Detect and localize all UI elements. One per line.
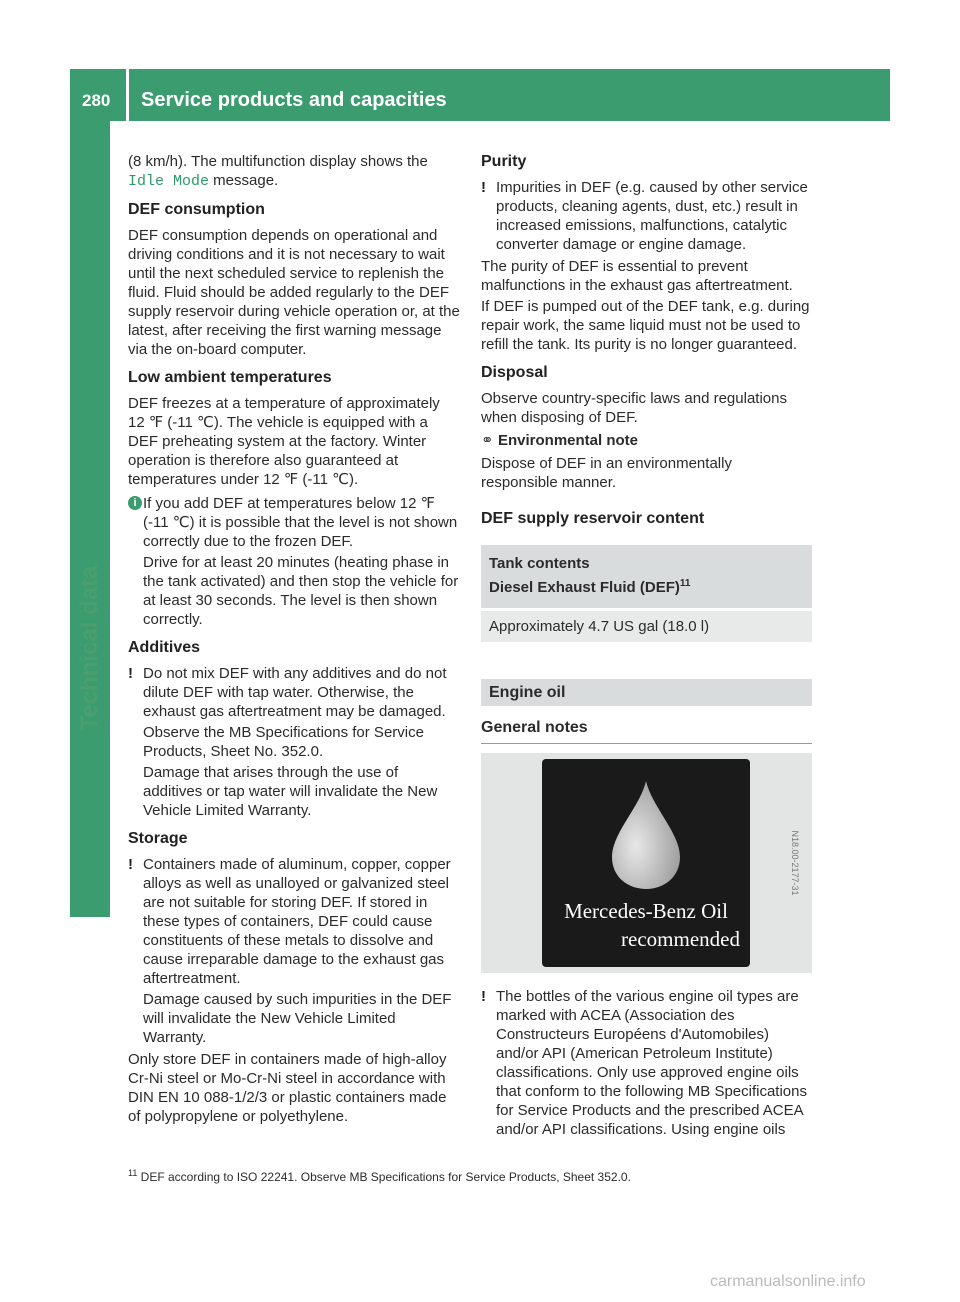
purity-text-1: The purity of DEF is essential to prevent malfunctions in the exhaust gas aftertreatment. <box>481 258 793 294</box>
footnote-ref: 11 <box>679 578 691 589</box>
table-header: Tank contents Diesel Exhaust Fluid (DEF)$^{11}$ <box>481 545 812 608</box>
heading-def-supply: DEF supply reservoir content <box>481 510 705 527</box>
intro-paragraph: (8 km/h). The multifunction display shows the Idle Mode message. <box>128 153 428 190</box>
heading-storage: Storage <box>128 830 188 847</box>
warning-icon: ! <box>481 179 486 196</box>
consumption-text: DEF consumption depends on operational and driving conditions and it is not necessary to wait until the next scheduled service to replenish the fluid. Fluid should be added regularly to the DEF supply reservoir during vehicle operation or, at the latest, after receiving the first warning message via the on-board computer. <box>128 227 460 358</box>
warning-note-additives: ! Do not mix DEF with any additives and do not dilute DEF with tap water. Otherwise, the exhaust gas aftertreatment may be damaged. Observe the MB Specifications for Service Products, Sheet No. 352.0. Damage that arises through the use of additives or tap water will invalidate the New Vehicle Limited Warranty. <box>128 665 447 819</box>
leaf-icon: ⚭ <box>481 432 494 449</box>
warning-note-storage: ! Containers made of aluminum, copper, copper alloys as well as unalloyed or galvanized steel are not suitable for storing DEF. If stored in these types of containers, DEF could cause constituents of these metals to dissolve and cause irreparable damage to the exhaust gas aftertreatment. Damage caused by such impurities in the DEF will invalidate the New Vehicle Limited Warranty. <box>128 856 452 1046</box>
def-capacity-table <box>481 545 812 642</box>
environmental-note-heading: ⚭ Environmental note <box>481 432 639 449</box>
storage-text: Only store DEF in containers made of high-alloy Cr-Ni steel or Mo-Cr-Ni steel in accordance with DIN EN 10 088-1/2/3 or plastic containers made of polypropylene or polyethylene. <box>128 1051 447 1125</box>
oil-drop-icon <box>606 777 686 893</box>
sidebar-tab <box>70 121 110 917</box>
display-message: Idle Mode <box>128 173 210 190</box>
environmental-note-text: Dispose of DEF in an environmentally responsible manner. <box>481 455 732 491</box>
header-separator <box>126 69 129 121</box>
info-icon: i <box>128 496 142 510</box>
oil-label-plate <box>542 759 750 967</box>
oil-label-text: Mercedes-Benz Oil <box>564 899 728 923</box>
info-note: i If you add DEF at temperatures below 12 ℉ (‑11 ℃) it is possible that the level is not shown correctly due to the frozen DEF. Drive for at least 20 minutes (heating phase in the tank activated) and then stop the vehicle for at least 30 seconds. The level is then shown correctly. <box>128 494 460 629</box>
page-title: Service products and capacities <box>141 89 447 111</box>
table-value-cell: Approximately 4.7 US gal (18.0 l) <box>481 611 812 642</box>
purity-text-2: If DEF is pumped out of the DEF tank, e.g. during repair work, the same liquid must not be used to refill the tank. Its purity is no longer guaranteed. <box>481 298 810 353</box>
heading-def-consumption: DEF consumption <box>128 201 265 218</box>
heading-low-ambient-temperatures: Low ambient temperatures <box>128 369 332 386</box>
disposal-text: Observe country-specific laws and regulations when disposing of DEF. <box>481 390 787 426</box>
left-column <box>128 152 460 1128</box>
oil-label-subtext: recommended <box>621 927 740 951</box>
footnote: $^{11}$ DEF according to ISO 22241. Observe MB Specifications for Service Products, Sheet 352.0. <box>128 1168 631 1184</box>
heading-purity: Purity <box>481 153 527 170</box>
heading-additives: Additives <box>128 639 201 656</box>
section-bar-engine-oil: Engine oil <box>481 679 812 706</box>
watermark: carmanualsonline.info <box>710 1273 866 1290</box>
warning-icon: ! <box>128 856 133 873</box>
oil-label-image: Mercedes-Benz Oil recommended N18.00-2177-31 <box>481 753 812 973</box>
warning-icon: ! <box>128 665 133 682</box>
low-temp-text: DEF freezes at a temperature of approximately 12 ℉ (‑11 ℃). The vehicle is equipped with a DEF preheating system at the factory. Winter operation is therefore also guaranteed at temperatures under 12 ℉ (‑11 ℃). <box>128 395 440 488</box>
warning-icon: ! <box>481 988 486 1005</box>
heading-disposal: Disposal <box>481 364 548 381</box>
warning-note-oil: ! The bottles of the various engine oil types are marked with ACEA (Association des Constructeurs Européens d'Automobiles) and/or API (American Petroleum Institute) classifications. Only use approved engine oils that conform to the following MB Specifications for Service Products and the prescribed ACEA and/or API classifications. Using engine oils <box>481 988 807 1138</box>
page-number: 280 <box>82 91 111 110</box>
right-column <box>481 152 812 1142</box>
heading-general-notes: General notes <box>481 706 812 744</box>
warning-note-purity: ! Impurities in DEF (e.g. caused by other service products, cleaning agents, dust, etc.) result in increased emissions, malfunctions, catalytic converter damage or engine damage. <box>481 179 808 253</box>
